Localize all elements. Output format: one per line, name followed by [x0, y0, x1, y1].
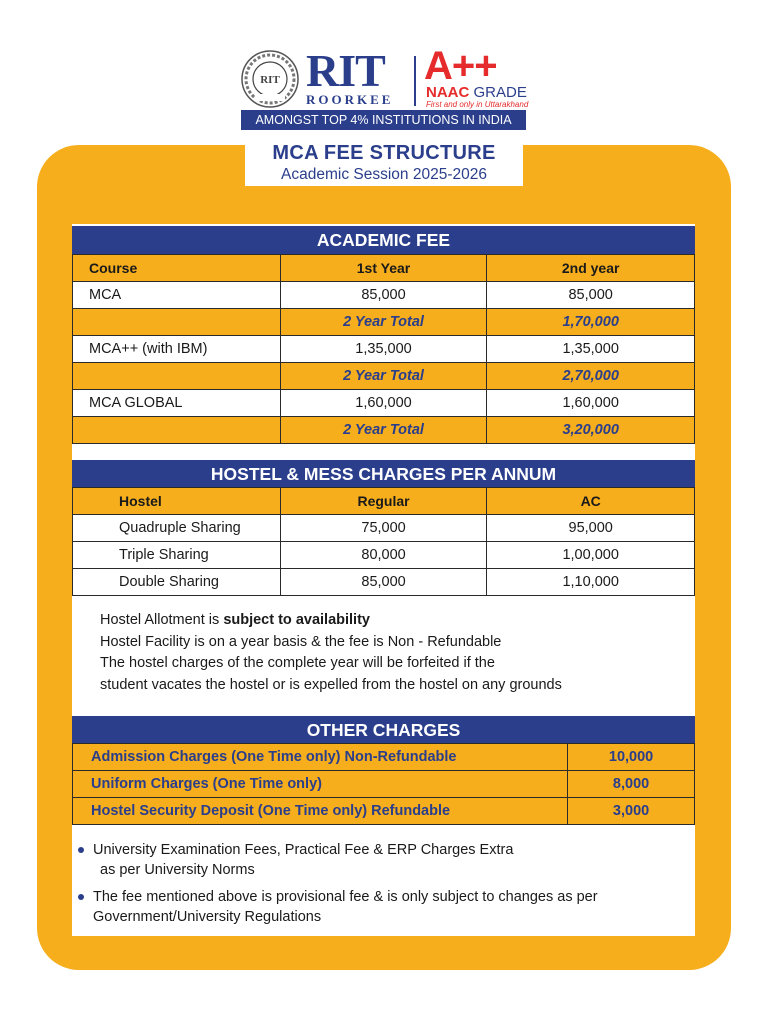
- table-row: [73, 542, 695, 569]
- naac-grade-label: NAAC GRADE: [426, 84, 527, 101]
- hostel-type: Quadruple Sharing: [73, 515, 281, 542]
- hostel-table: [72, 487, 695, 596]
- total-label: 2 Year Total: [280, 363, 487, 390]
- table-row: [73, 771, 695, 798]
- academic-fee-heading: ACADEMIC FEE: [72, 226, 695, 254]
- regular-fee: 75,000: [280, 515, 487, 542]
- page-header: [0, 44, 768, 130]
- roorkee-wordmark: ROORKEE: [306, 92, 394, 107]
- total-row: [73, 309, 695, 336]
- second-year-fee: 85,000: [487, 282, 695, 309]
- course-name: MCA++ (with IBM): [73, 336, 281, 363]
- course-name: MCA: [73, 282, 281, 309]
- other-charges-heading: OTHER CHARGES: [72, 716, 695, 744]
- regular-fee: 80,000: [280, 542, 487, 569]
- page-title: MCA FEE STRUCTURE: [272, 142, 496, 164]
- note-allotment: Hostel Allotment is subject to availability: [100, 612, 370, 628]
- other-charges-table: [72, 743, 695, 825]
- tagline-banner: AMONGST TOP 4% INSTITUTIONS IN INDIA: [241, 110, 526, 130]
- column-header: Hostel: [73, 488, 281, 515]
- note-forfeit-line2: student vacates the hostel or is expelled from the hostel on any grounds: [100, 676, 562, 693]
- table-row: [73, 336, 695, 363]
- table-row: [73, 798, 695, 825]
- course-name: MCA GLOBAL: [73, 390, 281, 417]
- table-row: [73, 390, 695, 417]
- note-forfeit-line1: The hostel charges of the complete year will be forfeited if the: [100, 655, 495, 671]
- bullet-dot: [78, 894, 84, 900]
- title-box: [245, 138, 523, 186]
- empty-cell: [73, 417, 281, 444]
- charge-amount: 10,000: [568, 744, 695, 771]
- hostel-heading: HOSTEL & MESS CHARGES PER ANNUM: [72, 460, 695, 488]
- naac-grade-mark: A++: [424, 44, 497, 88]
- first-year-fee: 85,000: [280, 282, 487, 309]
- total-row: [73, 417, 695, 444]
- rit-wordmark: RIT: [306, 45, 385, 96]
- hostel-type: Double Sharing: [73, 569, 281, 596]
- logo-divider: [414, 56, 416, 106]
- content-panel: [72, 224, 695, 936]
- bullet-dot: [78, 847, 84, 853]
- charge-label: Hostel Security Deposit (One Time only) Refundable: [73, 798, 568, 825]
- academic-fee-table: [72, 254, 695, 444]
- hostel-notes: [100, 610, 562, 696]
- first-year-fee: 1,60,000: [280, 390, 487, 417]
- total-value: 2,70,000: [487, 363, 695, 390]
- column-header: Regular: [280, 488, 487, 515]
- second-year-fee: 1,60,000: [487, 390, 695, 417]
- total-label: 2 Year Total: [280, 309, 487, 336]
- charge-label: Admission Charges (One Time only) Non-Refundable: [73, 744, 568, 771]
- naac-subtext: First and only in Uttarakhand: [426, 100, 529, 109]
- ac-fee: 1,10,000: [487, 569, 695, 596]
- table-row: [73, 282, 695, 309]
- empty-cell: [73, 363, 281, 390]
- table-row: [73, 569, 695, 596]
- table-row: [73, 515, 695, 542]
- charge-label: Uniform Charges (One Time only): [73, 771, 568, 798]
- first-year-fee: 1,35,000: [280, 336, 487, 363]
- ac-fee: 95,000: [487, 515, 695, 542]
- column-header: 2nd year: [487, 255, 695, 282]
- total-value: 1,70,000: [487, 309, 695, 336]
- table-header-row: [73, 488, 695, 515]
- table-row: [73, 744, 695, 771]
- second-year-fee: 1,35,000: [487, 336, 695, 363]
- column-header: 1st Year: [280, 255, 487, 282]
- column-header: Course: [73, 255, 281, 282]
- hostel-type: Triple Sharing: [73, 542, 281, 569]
- empty-cell: [73, 309, 281, 336]
- total-row: [73, 363, 695, 390]
- bullet-provisional-fee: The fee mentioned above is provisional fee & is only subject to changes as per Government/University Regulations: [78, 887, 598, 927]
- total-value: 3,20,000: [487, 417, 695, 444]
- charge-amount: 8,000: [568, 771, 695, 798]
- page-subtitle: Academic Session 2025-2026: [281, 166, 487, 183]
- table-header-row: [73, 255, 695, 282]
- emblem-initials: RIT: [260, 74, 280, 86]
- charge-amount: 3,000: [568, 798, 695, 825]
- total-label: 2 Year Total: [280, 417, 487, 444]
- note-facility: Hostel Facility is on a year basis & the fee is Non - Refundable: [100, 633, 502, 650]
- bullet-exam-fees: University Examination Fees, Practical Fee & ERP Charges Extra as per University Norms: [78, 840, 513, 880]
- column-header: AC: [487, 488, 695, 515]
- rit-emblem-logo: [241, 50, 299, 108]
- regular-fee: 85,000: [280, 569, 487, 596]
- ac-fee: 1,00,000: [487, 542, 695, 569]
